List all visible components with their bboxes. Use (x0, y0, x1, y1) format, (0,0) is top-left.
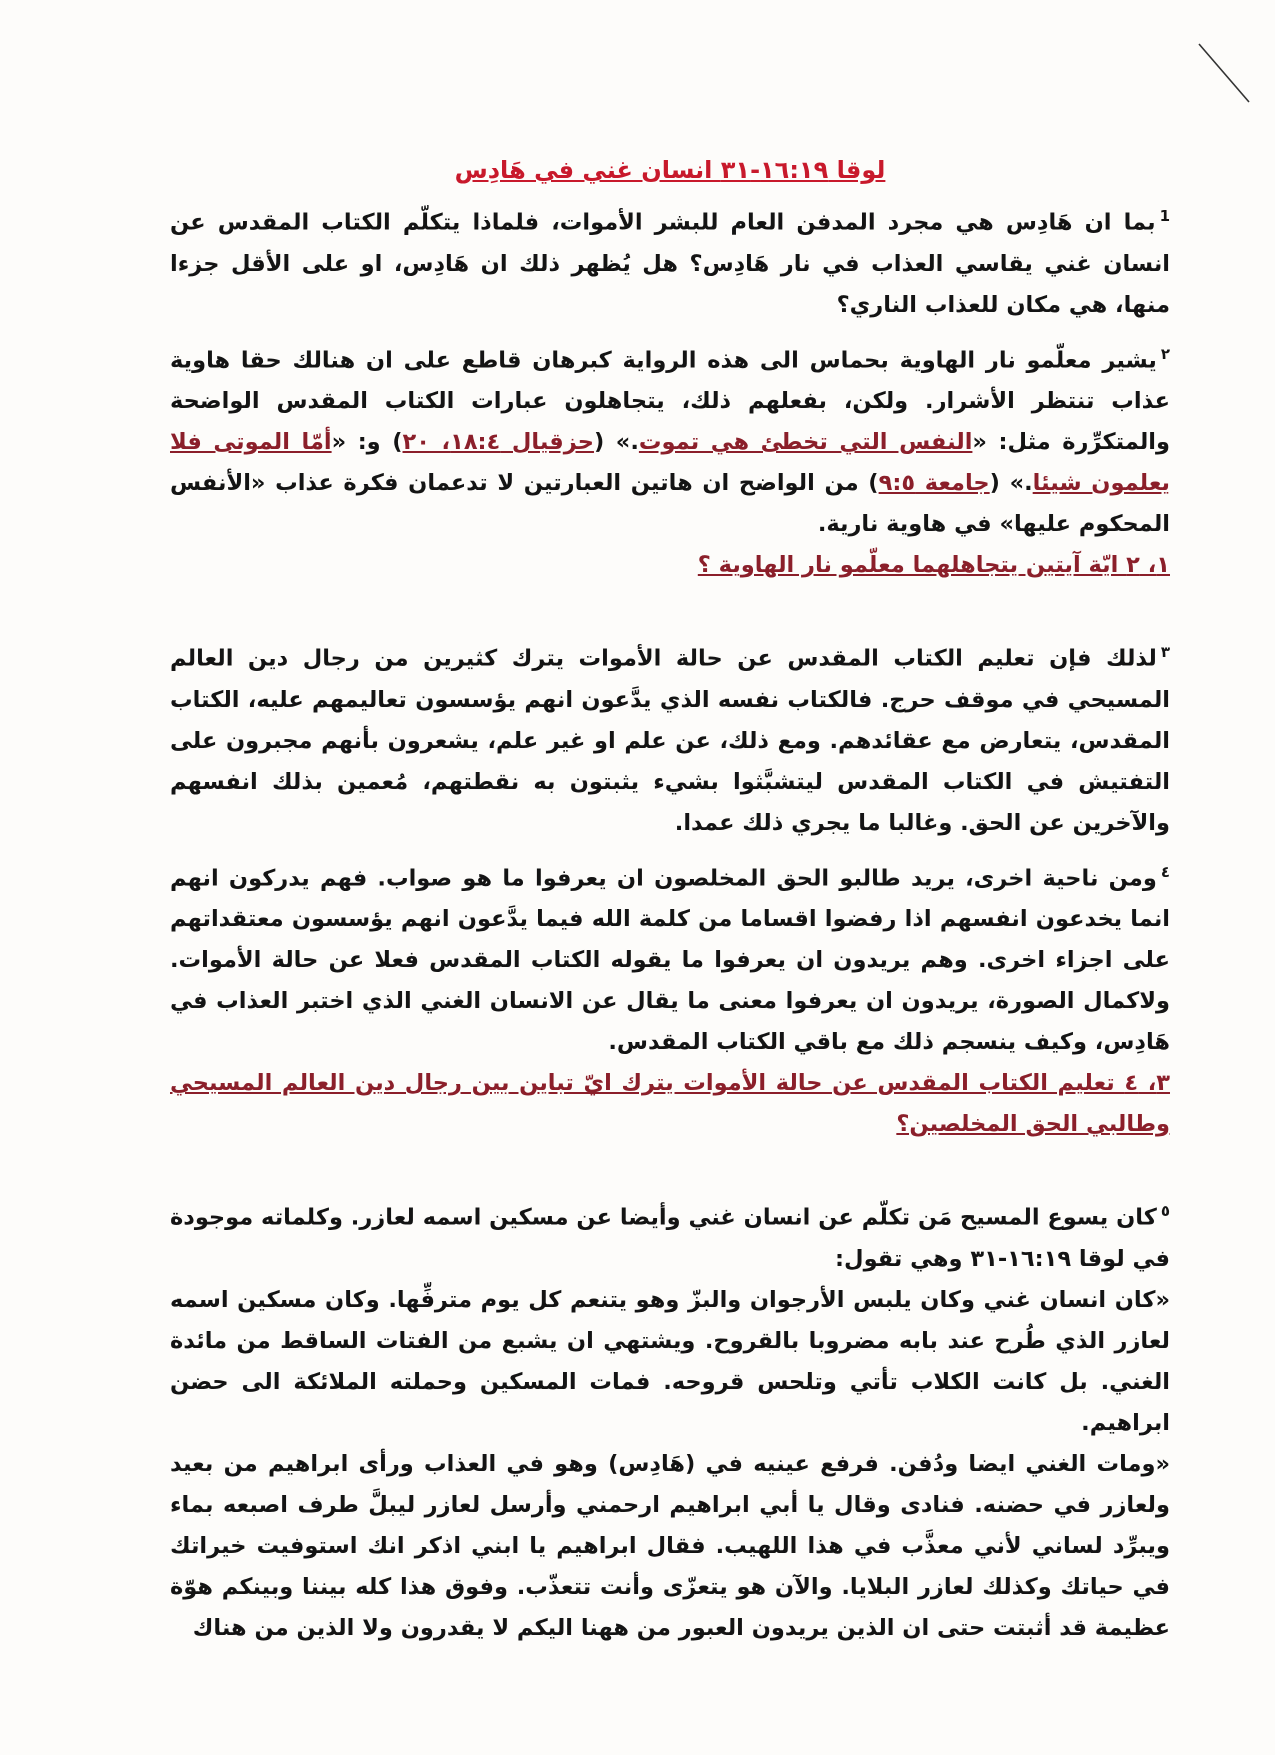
scripture-reference: جامعة ٩:٥ (878, 470, 990, 496)
paragraph-text: كان يسوع المسيح مَن تكلّم عن انسان غني وأيضا عن مسكين اسمه لعازر. وكلماته موجودة في لوقا ١٦:١٩-٣١ وهي تقول: (170, 1204, 1170, 1272)
paragraph-number: ٤ (1160, 862, 1170, 881)
paragraph-number: ٣ (1160, 643, 1170, 661)
paragraph-text: يشير معلّمو نار الهاوية بحماس الى هذه الرواية كبرهان قاطع على ان هنالك حقا هاوية عذاب تنتظر الأشرار. ولكن، بفعلهم ذلك، يتجاهلون عبارات الكتاب المقدس الواضحة والمتكرِّرة مثل: « (170, 347, 1171, 455)
paragraph-5 (170, 1191, 1170, 1280)
paragraph-text: لذلك فإن تعليم الكتاب المقدس عن حالة الأموات يترك كثيرين من رجال دين العالم المسيحي في موقف حرج. فالكتاب نفسه الذي يدَّعون انهم يؤسسون تعاليمهم عليه، الكتاب المقدس، يتعارض مع عقائدهم. ومع ذلك، عن علم او غير علم، يشعرون بأنهم مجبرون على التفتيش في الكتاب المقدس ليتشبَّثوا بشيء يثبتون به نقطتهم، مُعمين بذلك انفسهم والآخرين عن الحق. وغالبا ما يجري ذلك عمدا. (170, 645, 1170, 836)
pen-stroke-mark (1195, 40, 1255, 110)
scripture-quote: النفس التي تخطئ هي تموت (638, 429, 973, 455)
scripture-reference: حزقيال ١٨:٤، ٢٠ (402, 429, 594, 455)
study-question-2: ٣، ٤ تعليم الكتاب المقدس عن حالة الأموات يترك ايّ تباين بين رجال دين العالم المسيحي وطالبي الحق المخلصين؟ (170, 1070, 1170, 1137)
scripture-passage-2: «ومات الغني ايضا ودُفن. فرفع عينيه في (هَادِس) وهو في العذاب ورأى ابراهيم من بعيد ولعازر في حضنه. فنادى وقال يا أبي ابراهيم ارحمني وأرسل لعازر ليبلَّ طرف اصبعه بماء ويبرِّد لساني لأني معذَّب في هذا اللهيب. فقال ابراهيم يا ابني اذكر انك استوفيت خيراتك في حياتك وكذلك لعازر البلايا. والآن هو يتعزّى وأنت تتعذّب. وفوق هذا كله بيننا وبينكم هوّة عظيمة قد أثبتت حتى ان الذين يريدون العبور من ههنا اليكم لا يقدرون ولا الذين من هناك (170, 1450, 1170, 1641)
paragraph-text: .» ( (989, 470, 1033, 496)
paragraph-number: ٥ (1160, 1202, 1170, 1220)
document-title: لوقا ١٦:١٩-٣١ انسان غني في هَادِس (454, 156, 886, 184)
paragraph-2 (170, 334, 1170, 546)
paragraph-number: ٢ (1160, 344, 1170, 363)
paragraph-text: ) من الواضح ان هاتين العبارتين لا تدعمان فكرة عذاب «الأنفس المحكوم عليها» في هاوية نارية. (170, 470, 1170, 537)
paragraph-text: ومن ناحية اخرى، يريد طالبو الحق المخلصون ان يعرفوا ما هو صواب. فهم يدركون انهم انما يخدعون انفسهم اذا رفضوا اقساما من كلمة الله فيما يدَّعون انهم يؤسسون معتقداتهم على اجزاء اخرى. وهم يريدون ان يعرفوا ما يقوله الكتاب المقدس فعلا عن حالة الأموات. ولاكمال الصورة، يريدون ان يعرفوا معنى ما يقال عن الانسان الغني الذي اختبر العذاب في هَادِس، وكيف ينسجم ذلك مع باقي الكتاب المقدس. (170, 865, 1170, 1055)
scripture-passage-1: «كان انسان غني وكان يلبس الأرجوان والبزّ وهو يتنعم كل يوم مترفِّها. وكان مسكين اسمه لعازر الذي طُرح عند بابه مضروبا بالقروح. ويشتهي ان يشبع من الفتات الساقط من مائدة الغني. بل كانت الكلاب تأتي وتلحس قروحه. فمات المسكين وحملته الملائكة الى حضن ابراهيم. (170, 1286, 1170, 1436)
paragraph-text: .» ( (593, 429, 639, 455)
paragraph-1 (170, 196, 1170, 326)
paragraph-number: 1 (1159, 207, 1170, 225)
study-question-1: ١، ٢ ايّة آيتين يتجاهلهما معلّمو نار الهاوية ؟ (697, 552, 1170, 578)
paragraph-text: ) و: « (331, 429, 403, 455)
document-page (170, 150, 1170, 1649)
paragraph-3 (170, 632, 1170, 844)
paragraph-text: بما ان هَادِس هي مجرد المدفن العام للبشر الأموات، فلماذا يتكلّم الكتاب المقدس عن انسان غني يقاسي العذاب في نار هَادِس؟ هل يُظهر ذلك ان هَادِس، او على الأقل جزءا منها، هي مكان للعذاب الناري؟ (170, 209, 1170, 318)
paragraph-4 (170, 852, 1170, 1064)
scripture-quote: أمّا الموتى فلا يعلمون شيئا (170, 429, 1170, 496)
